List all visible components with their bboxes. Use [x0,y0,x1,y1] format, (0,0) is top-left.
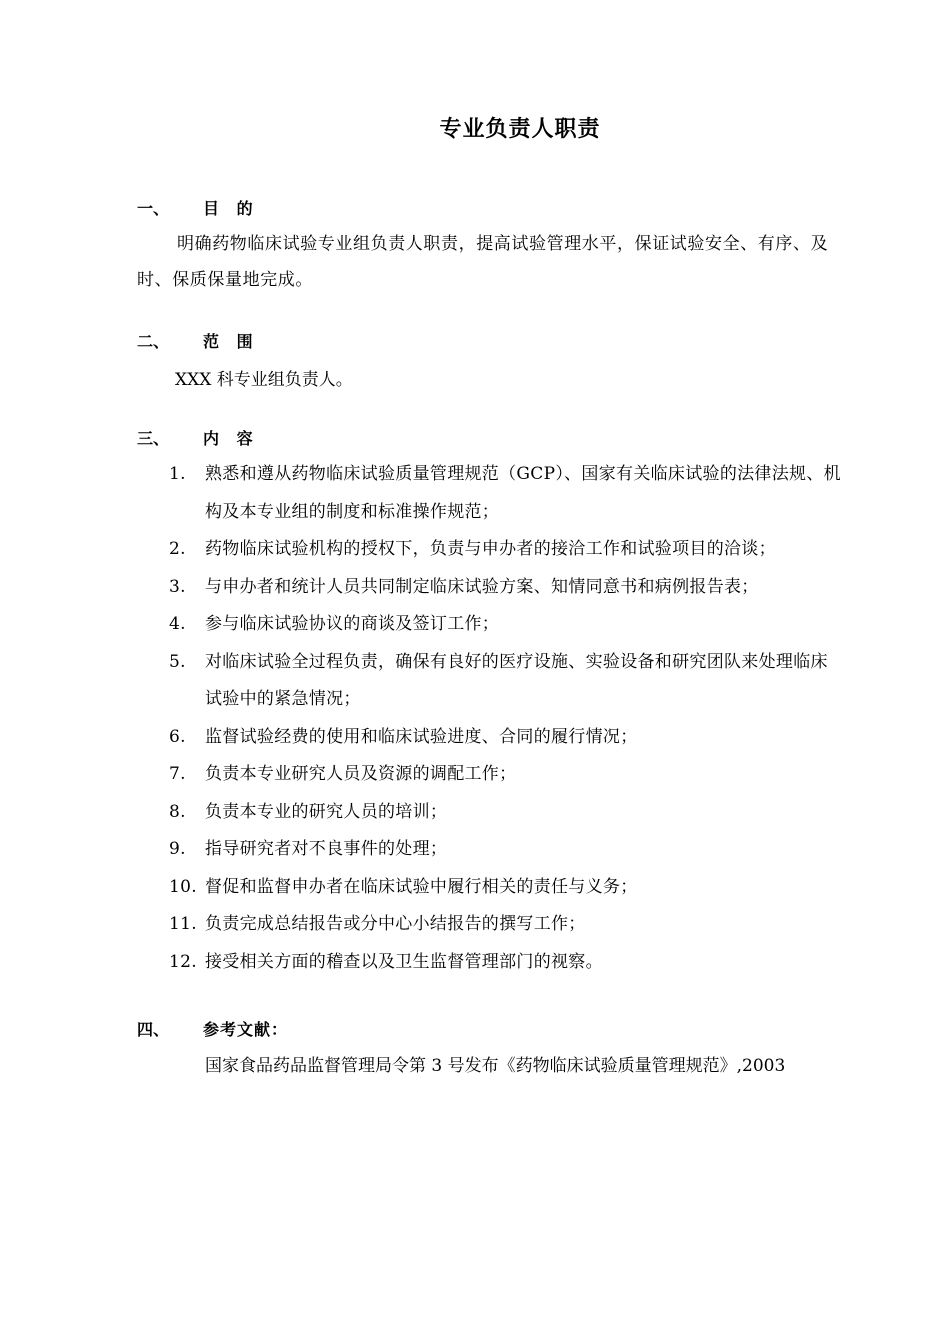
list-item-text: 负责本专业研究人员及资源的调配工作； [205,764,517,784]
list-item-number: 2. [169,539,186,559]
section-label: 内 容 [203,429,259,448]
list-item-number: 8. [169,801,186,822]
list-item-number: 12. [169,951,197,972]
list-item-number: 6. [169,726,186,747]
document-title: 专业负责人职责 [439,117,601,142]
list-item-text: 负责本专业的研究人员的培训； [205,801,448,822]
list-item-text: 接受相关方面的稽查以及卫生监督管理部门的视察。 [205,951,603,972]
section-label: 目 的 [203,199,259,218]
list-item-number: 3. [169,576,186,597]
list-item [137,756,842,794]
list-item-number: 11. [169,914,197,934]
list-item [137,794,842,832]
list-item [137,944,842,982]
list-item-text: 参与临床试验协议的商谈及签订工作； [205,614,500,634]
duties-list [137,456,842,981]
list-item-text: 指导研究者对不良事件的处理； [205,839,448,859]
section-heading-scope [137,330,259,354]
list-item-text: 监督试验经费的使用和临床试验进度、合同的履行情况； [205,726,638,747]
list-item-text: 药物临床试验机构的授权下，负责与申办者的接洽工作和试验项目的洽谈； [205,539,776,559]
section-label: 参考文献： [203,1020,289,1039]
section-number: 三、 [137,429,170,448]
list-item [137,644,842,719]
section-heading-references [137,1018,288,1042]
list-item [137,456,842,531]
list-item [137,831,842,869]
list-item [137,531,842,569]
list-item [137,606,842,644]
list-item-number: 7. [169,764,186,784]
section-number: 四、 [137,1020,170,1039]
list-item-text: 与申办者和统计人员共同制定临床试验方案、知情同意书和病例报告表； [205,576,759,597]
section-heading-purpose [137,197,259,221]
list-item [137,906,842,944]
scope-paragraph: XXX 科专业组负责人。 [175,370,353,390]
list-item-number: 4. [169,614,186,634]
section-number: 二、 [137,332,170,351]
purpose-paragraph: 明确药物临床试验专业组负责人职责，提高试验管理水平，保证试验安全、有序、及时、保质保量地完成。 [137,234,829,290]
section-label: 范 围 [203,332,259,351]
reference-text: 国家食品药品监督管理局令第 3 号发布《药物临床试验质量管理规范》,2003 [205,1056,786,1076]
section-heading-content [137,427,259,451]
list-item-number: 9. [169,839,186,859]
list-item-number: 5. [169,651,186,672]
list-item [137,869,842,907]
list-item-number: 1. [169,464,186,484]
list-item [137,719,842,757]
list-item-number: 10. [169,876,197,897]
list-item [137,569,842,607]
list-item-text: 负责完成总结报告或分中心小结报告的撰写工作； [205,914,586,934]
list-item-text: 熟悉和遵从药物临床试验质量管理规范（GCP）、国家有关临床试验的法律法规、机构及本专业组的制度和标准操作规范； [205,464,841,522]
section-number: 一、 [137,199,170,218]
list-item-text: 督促和监督申办者在临床试验中履行相关的责任与义务； [205,876,638,897]
list-item-text: 对临床试验全过程负责，确保有良好的医疗设施、实验设备和研究团队来处理临床试验中的紧急情况； [205,651,828,709]
